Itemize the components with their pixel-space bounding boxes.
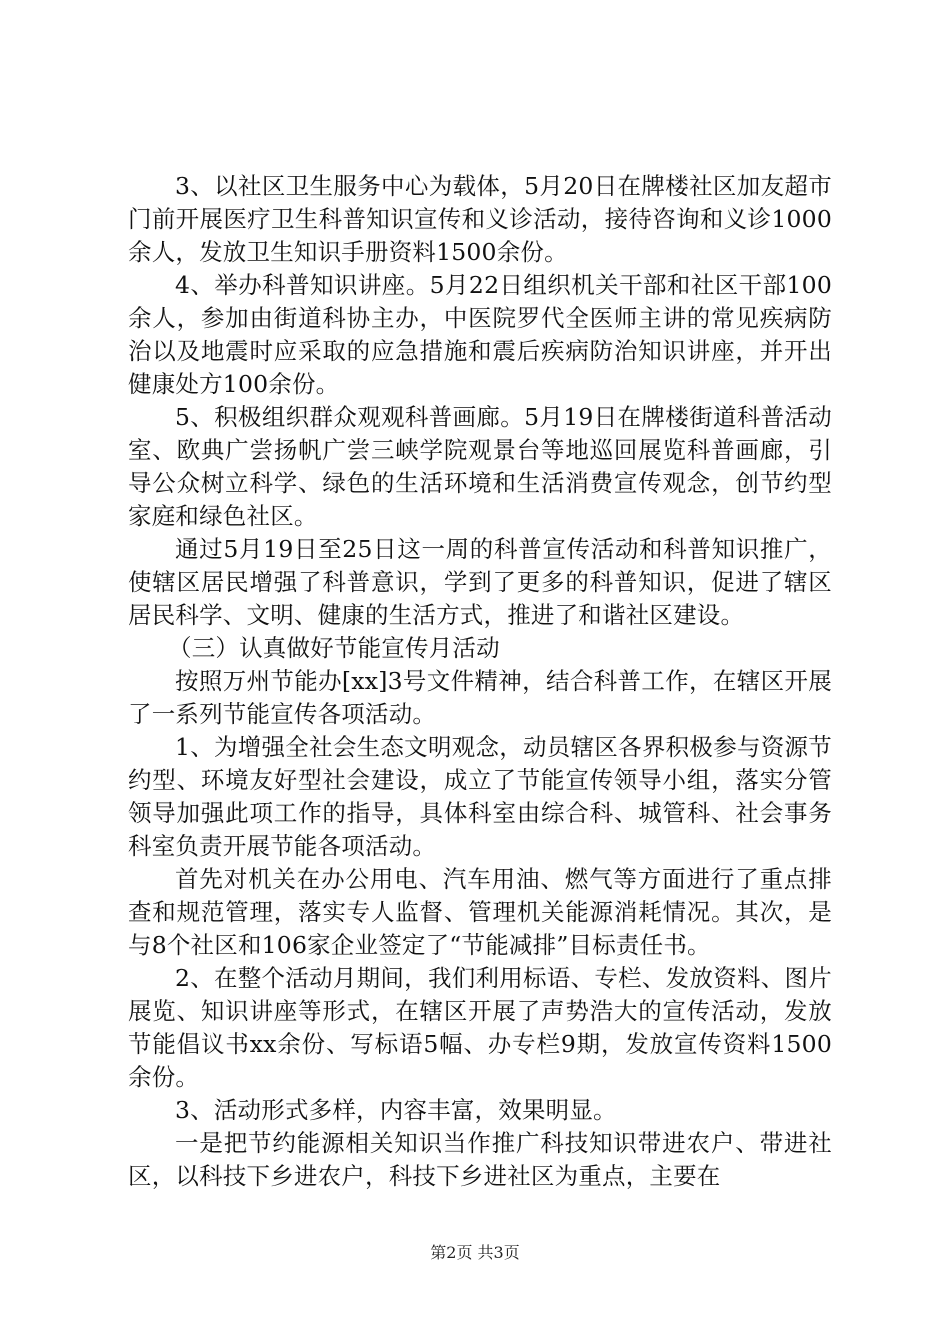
paragraph-item-3: 3、以社区卫生服务中心为载体，5月20日在牌楼社区加友超市门前开展医疗卫生科普知识宣传和义诊活动，接待咨询和义诊1000余人，发放卫生知识手册资料1500余份。 bbox=[128, 172, 832, 266]
document-body bbox=[128, 170, 832, 1193]
paragraph-summary: 通过5月19日至25日这一周的科普宣传活动和科普知识推广，使辖区居民增强了科普意识，学到了更多的科普知识，促进了辖区居民科学、文明、健康的生活方式，推进了和谐社区建设。 bbox=[128, 535, 832, 629]
section-heading-energy-month: （三）认真做好节能宣传月活动 bbox=[168, 634, 500, 662]
paragraph-item-2: 2、在整个活动月期间，我们利用标语、专栏、发放资料、图片展览、知识讲座等形式，在辖区开展了声势浩大的宣传活动，发放节能倡议书xx余份、写标语5幅、办专栏9期，发放宣传资料1500余份。 bbox=[128, 964, 832, 1091]
paragraph-intro: 按照万州节能办[xx]3号文件精神，结合科普工作，在辖区开展了一系列节能宣传各项活动。 bbox=[128, 667, 832, 728]
paragraph-item-3b: 3、活动形式多样，内容丰富，效果明显。 bbox=[175, 1096, 617, 1124]
paragraph-item-4: 4、举办科普知识讲座。5月22日组织机关干部和社区干部100余人，参加由街道科协主办，中医院罗代全医师主讲的常见疾病防治以及地震时应采取的应急措施和震后疾病防治知识讲座，并开出健康处方100余份。 bbox=[128, 271, 832, 398]
page-number-footer: 第2页 共3页 bbox=[430, 1243, 520, 1262]
paragraph-inspection: 首先对机关在办公用电、汽车用油、燃气等方面进行了重点排查和规范管理，落实专人监督、管理机关能源消耗情况。其次，是与8个社区和106家企业签定了“节能减排”目标责任书。 bbox=[128, 865, 832, 959]
paragraph-item-5: 5、积极组织群众观观科普画廊。5月19日在牌楼街道科普活动室、欧典广尝扬帆广尝三峡学院观景台等地巡回展览科普画廊，引导公众树立科学、绿色的生活环境和生活消费宣传观念，创节约型家庭和绿色社区。 bbox=[128, 403, 832, 530]
paragraph-first-point: 一是把节约能源相关知识当作推广科技知识带进农户、带进社区，以科技下乡进农户，科技下乡进社区为重点，主要在 bbox=[128, 1129, 832, 1190]
paragraph-item-1: 1、为增强全社会生态文明观念，动员辖区各界积极参与资源节约型、环境友好型社会建设，成立了节能宣传领导小组，落实分管领导加强此项工作的指导，具体科室由综合科、城管科、社会事务科室负责开展节能各项活动。 bbox=[128, 733, 832, 860]
